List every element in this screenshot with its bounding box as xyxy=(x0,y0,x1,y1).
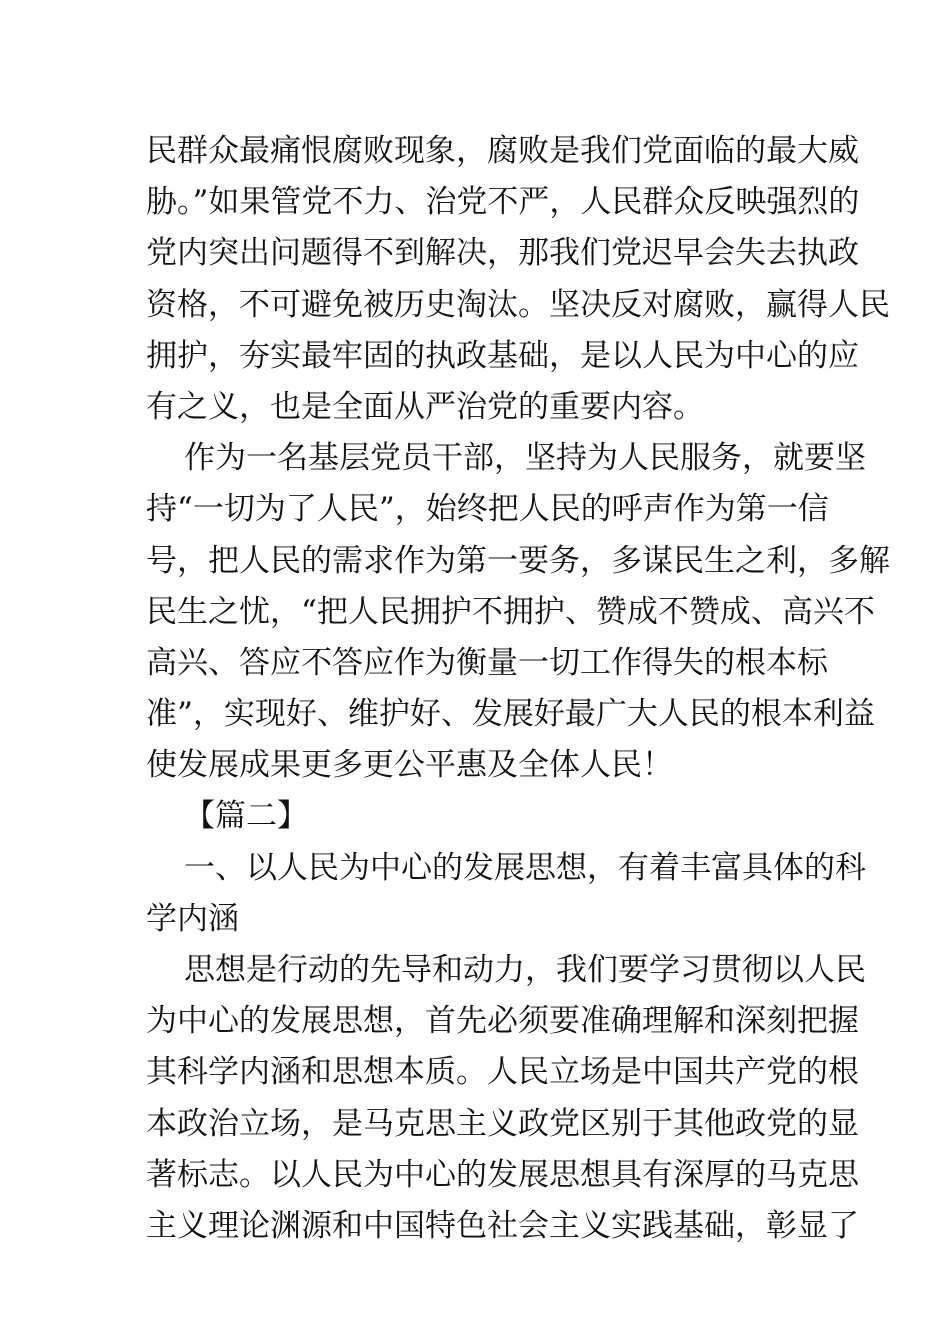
text-line: 拥护，夯实最牢固的执政基础，是以人民为中心的应 xyxy=(146,337,859,374)
text-line: 党内突出问题得不到解决，那我们党迟早会失去执政 xyxy=(146,235,859,272)
text-line: 资格，不可避免被历史淘汰。坚决反对腐败，赢得人民 xyxy=(146,286,890,323)
paragraph-start-line: 作为一名基层党员干部，坚持为人民服务，就要坚 xyxy=(184,440,866,477)
subheading-line: 学内涵 xyxy=(146,900,239,937)
text-line: 本政治立场，是马克思主义政党区别于其他政党的显 xyxy=(146,1105,859,1142)
text-line: 持“一切为了人民”，始终把人民的呼声作为第一信 xyxy=(146,491,829,528)
text-line: 有之义，也是全面从严治党的重要内容。 xyxy=(146,388,704,425)
text-line: 高兴、答应不答应作为衡量一切工作得失的根本标 xyxy=(146,644,828,681)
body-text xyxy=(146,126,890,1252)
text-line: 准”，实现好、维护好、发展好最广大人民的根本利益 xyxy=(146,696,875,733)
text-line: 其科学内涵和思想本质。人民立场是中国共产党的根 xyxy=(146,1054,859,1091)
text-line: 为中心的发展思想，首先必须要准确理解和深刻把握 xyxy=(146,1003,859,1040)
text-line: 使发展成果更多更公平惠及全体人民！ xyxy=(146,747,673,784)
text-line: 民群众最痛恨腐败现象，腐败是我们党面临的最大威 xyxy=(146,133,859,169)
text-line: 民生之忧，“把人民拥护不拥护、赞成不赞成、高兴不 xyxy=(146,593,875,630)
text-line: 号，把人民的需求作为第一要务，多谋民生之利，多解 xyxy=(146,542,890,579)
section-heading: 【篇二】 xyxy=(184,798,308,835)
paragraph-start-line: 思想是行动的先导和动力，我们要学习贯彻以人民 xyxy=(184,952,866,988)
text-line: 主义理论渊源和中国特色社会主义实践基础，彰显了 xyxy=(146,1207,859,1244)
text-line: 胁。”如果管党不力、治党不严，人民群众反映强烈的 xyxy=(146,184,860,221)
subheading-line: 一、以人民为中心的发展思想，有着丰富具体的科 xyxy=(184,849,866,886)
text-line: 著标志。以人民为中心的发展思想具有深厚的马克思 xyxy=(146,1156,859,1193)
